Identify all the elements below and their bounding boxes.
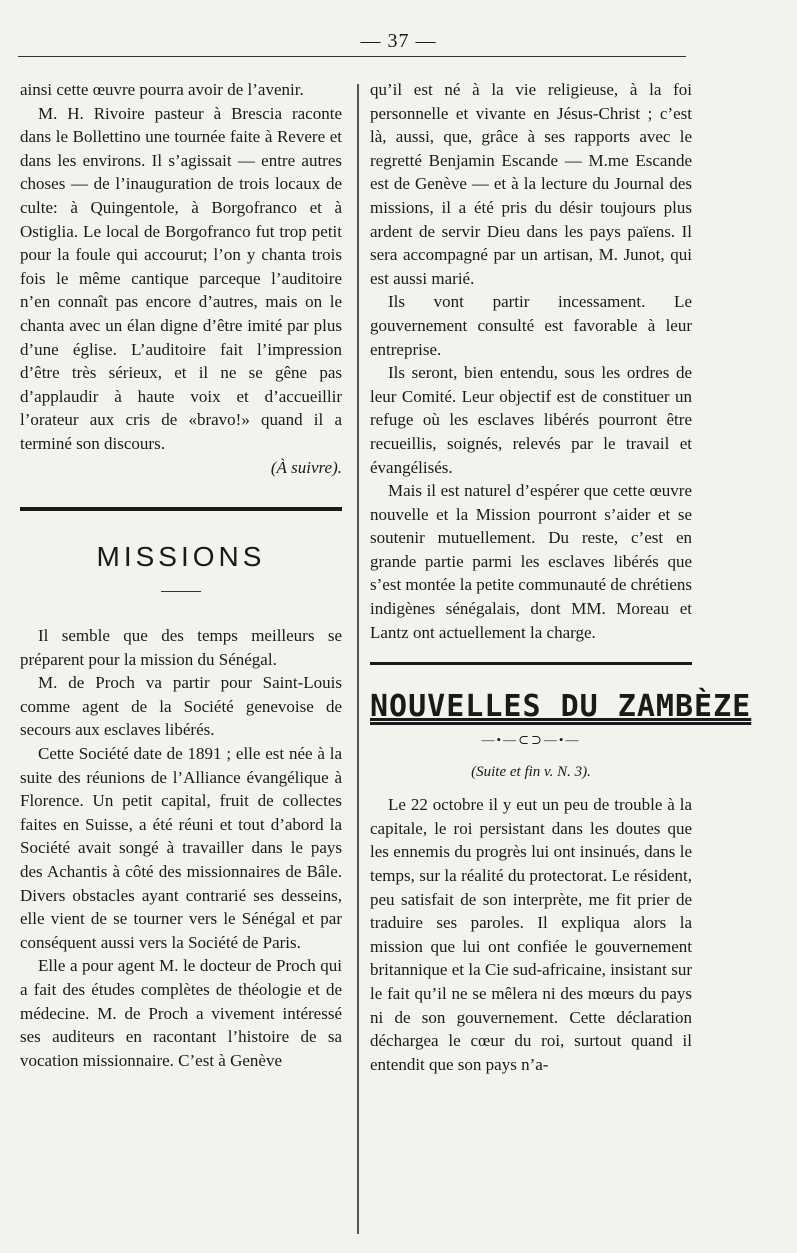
suite-note: (Suite et fin v. N. 3). (471, 764, 591, 781)
column-divider (357, 84, 359, 1234)
missions-paragraph: Il semble que des temps meilleurs se préparent pour la mission du Sénégal. (20, 626, 342, 669)
section-separator (370, 662, 692, 665)
missions-paragraph: Ils vont partir incessament. Le gouvernement consulté est favorable à leur entreprise. (370, 292, 692, 359)
missions-paragraph: Elle a pour agent M. le docteur de Proch qui a fait des études complètes de théologie et de médecine. M. de Proch a vivement intéressé ses auditeurs en racontant l’histoire de sa vocation missionnaire. C’est à Genève (20, 956, 342, 1070)
missions-paragraph: M. de Proch va partir pour Saint-Louis comme agent de la Société genevoise de secours aux esclaves libérés. (20, 673, 342, 740)
zambeze-paragraph: Le 22 octobre il y eut un peu de trouble à la capitale, le roi persistant dans les doutes que les ennemis du progrès lui ont insinués, dans le temps, sur la réalité du protectorat. Le résident, peu satisfait de son interprète, me fit prier de traduire ses paroles. Il expliqua alors la mission que lui ont confiée le gouvernement britannique et la Cie sud-africaine, insistant sur le fait qu’il ne se mêlera ni des mœurs du pays ni de son gouvernement. Cette déclaration déchargea le cœur du roi, surtout quand il entendit que son pays n’a- (370, 795, 692, 1074)
missions-paragraph: Ils seront, bien entendu, sous les ordres de leur Comité. Leur objectif est de constituer un refuge où les esclaves libérés pourront être recueillis, soignés, relevés par le travail et évangélisés. (370, 363, 692, 477)
missions-heading: MISSIONS (96, 541, 266, 573)
ornament-divider: —•—⊂⊃—•— (481, 732, 581, 748)
rivoire-paragraph: M. H. Rivoire pasteur à Brescia raconte dans le Bollettino une tournée faite à Revere et dans les environs. Il s’agissait — entre autres choses — de l’inauguration de trois locaux de culte: à Quingentole, à Borgofranco et à Ostiglia. Le local de Borgofranco fut trop petit pour la foule qui accourut; l’on y chanta trois fois le même cantique parceque l’auditoire n’en connaît pas encore d’autres, mais on le chanta avec un élan digne d’être imité par plus d’une église. L’auditoire fait l’impression d’être très sérieux, et il ne se gêne pas d’applaudir à haute voix et d’accueillir l’orateur aux cris de «bravo!» quand il a terminé son discours. (20, 103, 342, 453)
right-column (370, 78, 752, 1076)
zambeze-heading: NOUVELLES DU ZAMBÈZE (370, 689, 752, 725)
section-separator (20, 507, 342, 511)
to-be-continued-note: (À suivre). (270, 457, 342, 477)
left-column (20, 78, 342, 1072)
header-rule (18, 56, 686, 57)
heading-underline (161, 591, 201, 592)
missions-continuation-paragraph: qu’il est né à la vie religieuse, à la foi personnelle et vivante en Jésus-Christ ; c’est là, aussi, que, grâce à ses rapports avec le regretté Benjamin Escande — M.me Escande est de Genève — et à la lecture du Journal des missions, il a été pris du désir toujours plus ardent de servir Dieu dans les pays païens. Il sera accompagné par un artisan, M. Junot, qui est aussi marié. (370, 80, 692, 288)
missions-paragraph: Mais il est naturel d’espérer que cette œuvre nouvelle et la Mission pourront s’aider et se soutenir mutuellement. Du reste, c’est en grande partie parmi les esclaves libérés que s’est montée la petite communauté de chrétiens indigènes sénégalais, dont MM. Moreau et Lantz ont actuellement la charge. (370, 481, 692, 642)
continuation-paragraph: ainsi cette œuvre pourra avoir de l’avenir. (20, 80, 304, 99)
page-number: — 37 — (360, 30, 437, 52)
missions-paragraph: Cette Société date de 1891 ; elle est née à la suite des réunions de l’Alliance évangélique à Florence. Un petit capital, fruit de collectes faites en Suisse, a été réuni et tout d’abord la Société avait songé à travailler dans le pays des Achantis à côté des missionnaires de Bâle. Divers obstacles ayant contrarié ses desseins, elle vient de se tourner vers le Sénégal et par conséquent aussi vers la Société de Paris. (20, 744, 342, 952)
